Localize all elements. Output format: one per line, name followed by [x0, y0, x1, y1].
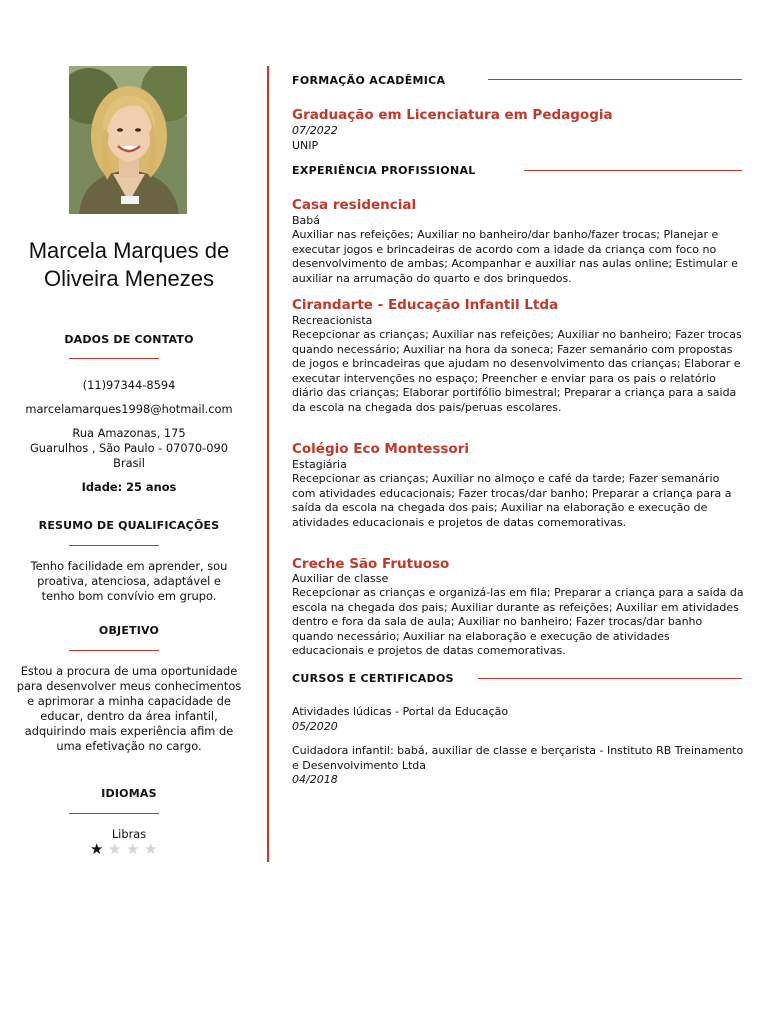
education-heading-rule — [488, 79, 742, 80]
experience-company: Colégio Eco Montessori — [292, 441, 469, 457]
contact-email: marcelamarques1998@hotmail.com — [25, 402, 233, 416]
experience-description: Recepcionar as crianças e organizá-las em fila; Preparar a criança para a saída da escola na chegada dos pais; Auxiliar durante as refeições; Auxiliar em atividades dentro e fora da sala de aula; Auxiliar no banheiro; Fazer trocas/dar banho quando necessário; Auxiliar na elaboração e execução de atividades educacionais e projetos de datas comemorativas. — [292, 586, 744, 658]
education-school: UNIP — [292, 139, 319, 152]
main-content — [292, 0, 744, 1024]
objective-heading-rule — [69, 650, 159, 651]
experience-role: Auxiliar de classe — [292, 572, 389, 585]
experience-company: Creche São Frutuoso — [292, 556, 450, 572]
summary-heading: RESUMO DE QUALIFICAÇÕES — [38, 519, 220, 532]
education-heading: FORMAÇÃO ACADÊMICA — [292, 74, 446, 87]
language-rating — [90, 839, 162, 857]
experience-company: Cirandarte - Educação Infantil Ltda — [292, 297, 559, 313]
education-date: 07/2022 — [292, 124, 338, 137]
experience-role: Babá — [292, 214, 321, 227]
profile-photo — [69, 66, 187, 214]
course-title: Cuidadora infantil: babá, auxiliar de classe e berçarista - Instituto RB Treinamento e Desenvolvimento Ltda — [292, 744, 744, 772]
summary-heading-rule — [69, 545, 159, 546]
summary-text: Tenho facilidade em aprender, sou proativa, atenciosa, adaptável e tenho bom convívio em grupo. — [30, 559, 228, 603]
courses-heading-rule — [478, 678, 742, 679]
contact-address-line2: Guarulhos , São Paulo - 07070-090 — [29, 441, 228, 455]
education-degree: Graduação em Licenciatura em Pedagogia — [292, 107, 613, 123]
star-filled-icon: ★ — [90, 840, 104, 858]
experience-description: Recepcionar as crianças; Auxiliar nas refeições; Auxiliar no banheiro; Fazer trocas quando necessário; Auxiliar na hora da soneca; Fazer semanário com propostas de jogos e brincadeiras que ajudam no desenvolvimento das crianças; Elaborar e executar intervenções no espaço; Preencher e enviar para os pais o relatório diário das crianças; Elaborar portifólio bimestral; Preparar a criança para a saida da escola na chegada dos pais/peruas escolares. — [292, 328, 742, 414]
languages-heading-rule — [69, 813, 159, 814]
column-divider — [267, 66, 269, 862]
contact-heading: DADOS DE CONTATO — [64, 333, 194, 346]
course-date: 05/2020 — [292, 720, 338, 733]
objective-text: Estou a procura de uma oportunidade para desenvolver meus conhecimentos e aprimorar a minha capacidade de educar, dentro da área infantil, adquirindo mais experiência afim de uma efetivação no cargo. — [16, 664, 242, 753]
contact-heading-rule — [69, 358, 159, 359]
course-date: 04/2018 — [292, 773, 338, 786]
star-empty-icon: ★ — [108, 840, 122, 858]
contact-address-line1: Rua Amazonas, 175 — [72, 426, 186, 440]
contact-age: Idade: 25 anos — [81, 480, 177, 494]
sidebar — [0, 0, 258, 1024]
experience-heading: EXPERIÊNCIA PROFISSIONAL — [292, 164, 476, 177]
course-title: Atividades lúdicas - Portal da Educação — [292, 705, 509, 718]
contact-address-line3: Brasil — [113, 456, 145, 470]
experience-role: Estagiária — [292, 458, 347, 471]
objective-heading: OBJETIVO — [98, 624, 160, 637]
experience-role: Recreacionista — [292, 314, 373, 327]
full-name: Marcela Marques de Oliveira Menezes — [28, 238, 230, 291]
contact-phone: (11)97344-8594 — [82, 378, 176, 392]
experience-company: Casa residencial — [292, 197, 417, 213]
language-name: Libras — [111, 827, 147, 841]
star-empty-icon: ★ — [144, 840, 158, 858]
experience-heading-rule — [524, 170, 742, 171]
experience-description: Recepcionar as crianças; Auxiliar no almoço e café da tarde; Fazer semanário com atividades educacionais; Fazer trocas/dar banho; Preparar a criança para a saída da escola na chegada dos pais; Auxiliar na elaboração e execução de atividades educacionais e projetos de datas comemorativas. — [292, 472, 732, 529]
star-empty-icon: ★ — [126, 840, 140, 858]
experience-description: Auxiliar nas refeições; Auxiliar no banheiro/dar banho/fazer trocas; Planejar e executar jogos e brincadeiras de acordo com a idade da criança com foco no desenvolvimento de ambas; Acompanhar e auxiliar nas aulas online; Estimular e auxiliar na arrumação do quarto e dos brinquedos. — [292, 228, 738, 285]
courses-heading: CURSOS E CERTIFICADOS — [292, 672, 454, 685]
languages-heading: IDIOMAS — [101, 787, 157, 800]
